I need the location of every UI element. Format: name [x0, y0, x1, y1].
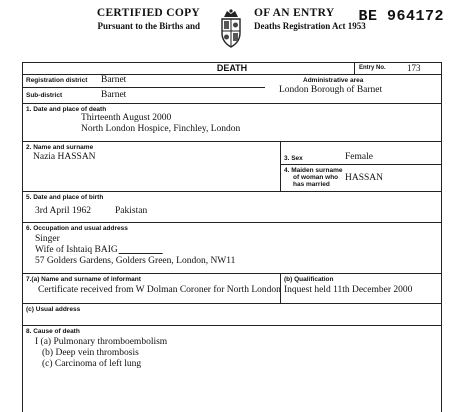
- spouse-value: [35, 245, 164, 256]
- date-of-birth-value: 3rd April 1962: [35, 206, 91, 216]
- entry-number-label: Entry No.: [359, 65, 386, 71]
- divider: [23, 222, 441, 223]
- maiden-surname-label-2: of woman who: [293, 174, 339, 181]
- cause-of-death-label: 8. Cause of death: [26, 328, 80, 335]
- serial-number: BE 964172: [358, 8, 444, 25]
- place-of-death-value: North London Hospice, Finchley, London: [81, 124, 241, 134]
- divider: [23, 191, 441, 192]
- cause-b-value: (b) Deep vein thrombosis: [42, 348, 139, 358]
- divider: [23, 325, 441, 326]
- death-entry-form: [22, 62, 442, 412]
- registration-district-value: Barnet: [101, 75, 127, 85]
- date-of-death-value: Thirteenth August 2000: [81, 113, 172, 123]
- act-subtitle-left: Pursuant to the Births and: [97, 21, 200, 31]
- occupation-address-label: 6. Occupation and usual address: [26, 225, 128, 232]
- registration-district-label: Registration district: [26, 77, 88, 84]
- occupation-value: Singer: [35, 234, 60, 244]
- redaction-scribble-icon: [118, 246, 165, 254]
- name-surname-value: Nazia HASSAN: [33, 152, 96, 162]
- divider: [280, 164, 441, 165]
- divider: [23, 273, 441, 274]
- form-title: DEATH: [216, 63, 248, 73]
- administrative-area-label: Administrative area: [303, 77, 364, 84]
- informant-value: Certificate received from W Dolman Coroner for North London: [38, 285, 281, 295]
- date-place-death-label: 1. Date and place of death: [26, 106, 107, 113]
- qualification-value: Inquest held 11th December 2000: [284, 285, 413, 295]
- divider: [23, 87, 265, 88]
- maiden-surname-label-3: has married: [293, 181, 330, 188]
- certified-copy-title: CERTIFIED COPY: [96, 7, 200, 19]
- maiden-surname-value: HASSAN: [345, 173, 384, 183]
- royal-crest-icon: [216, 8, 246, 50]
- header-left: [84, 6, 200, 32]
- informant-label: 7.(a) Name and surname of informant: [26, 276, 141, 283]
- maiden-surname-label-1: 4. Maiden surname: [284, 167, 343, 174]
- entry-number-box: [354, 63, 441, 74]
- divider: [23, 303, 441, 304]
- divider: [280, 141, 281, 191]
- name-surname-label: 2. Name and surname: [26, 144, 94, 151]
- divider: [23, 103, 441, 104]
- place-of-birth-value: Pakistan: [115, 206, 148, 216]
- entry-number-value: 173: [407, 63, 421, 73]
- administrative-area-value: London Borough of Barnet: [279, 85, 383, 95]
- date-place-birth-label: 5. Date and place of birth: [26, 194, 104, 201]
- usual-address-label: (c) Usual address: [26, 306, 81, 313]
- divider: [280, 273, 281, 303]
- form-title-band: [23, 63, 441, 75]
- divider: [23, 141, 441, 142]
- act-subtitle-right: Deaths Registration Act 1953: [254, 21, 366, 31]
- sex-value: Female: [345, 152, 373, 162]
- spouse-name: Wife of Ishtaiq BAIG: [35, 245, 118, 255]
- cause-a-value: I (a) Pulmonary thromboembolism: [35, 337, 168, 347]
- sub-district-label: Sub-district: [26, 92, 63, 99]
- qualification-label: (b) Qualification: [284, 276, 334, 283]
- of-an-entry-title: OF AN ENTRY: [254, 7, 335, 19]
- usual-address-value: 57 Golders Gardens, Golders Green, London, NW11: [35, 256, 236, 266]
- sex-label: 3. Sex: [284, 155, 303, 162]
- sub-district-value: Barnet: [101, 90, 127, 100]
- cause-c-value: (c) Carcinoma of left lung: [42, 359, 142, 369]
